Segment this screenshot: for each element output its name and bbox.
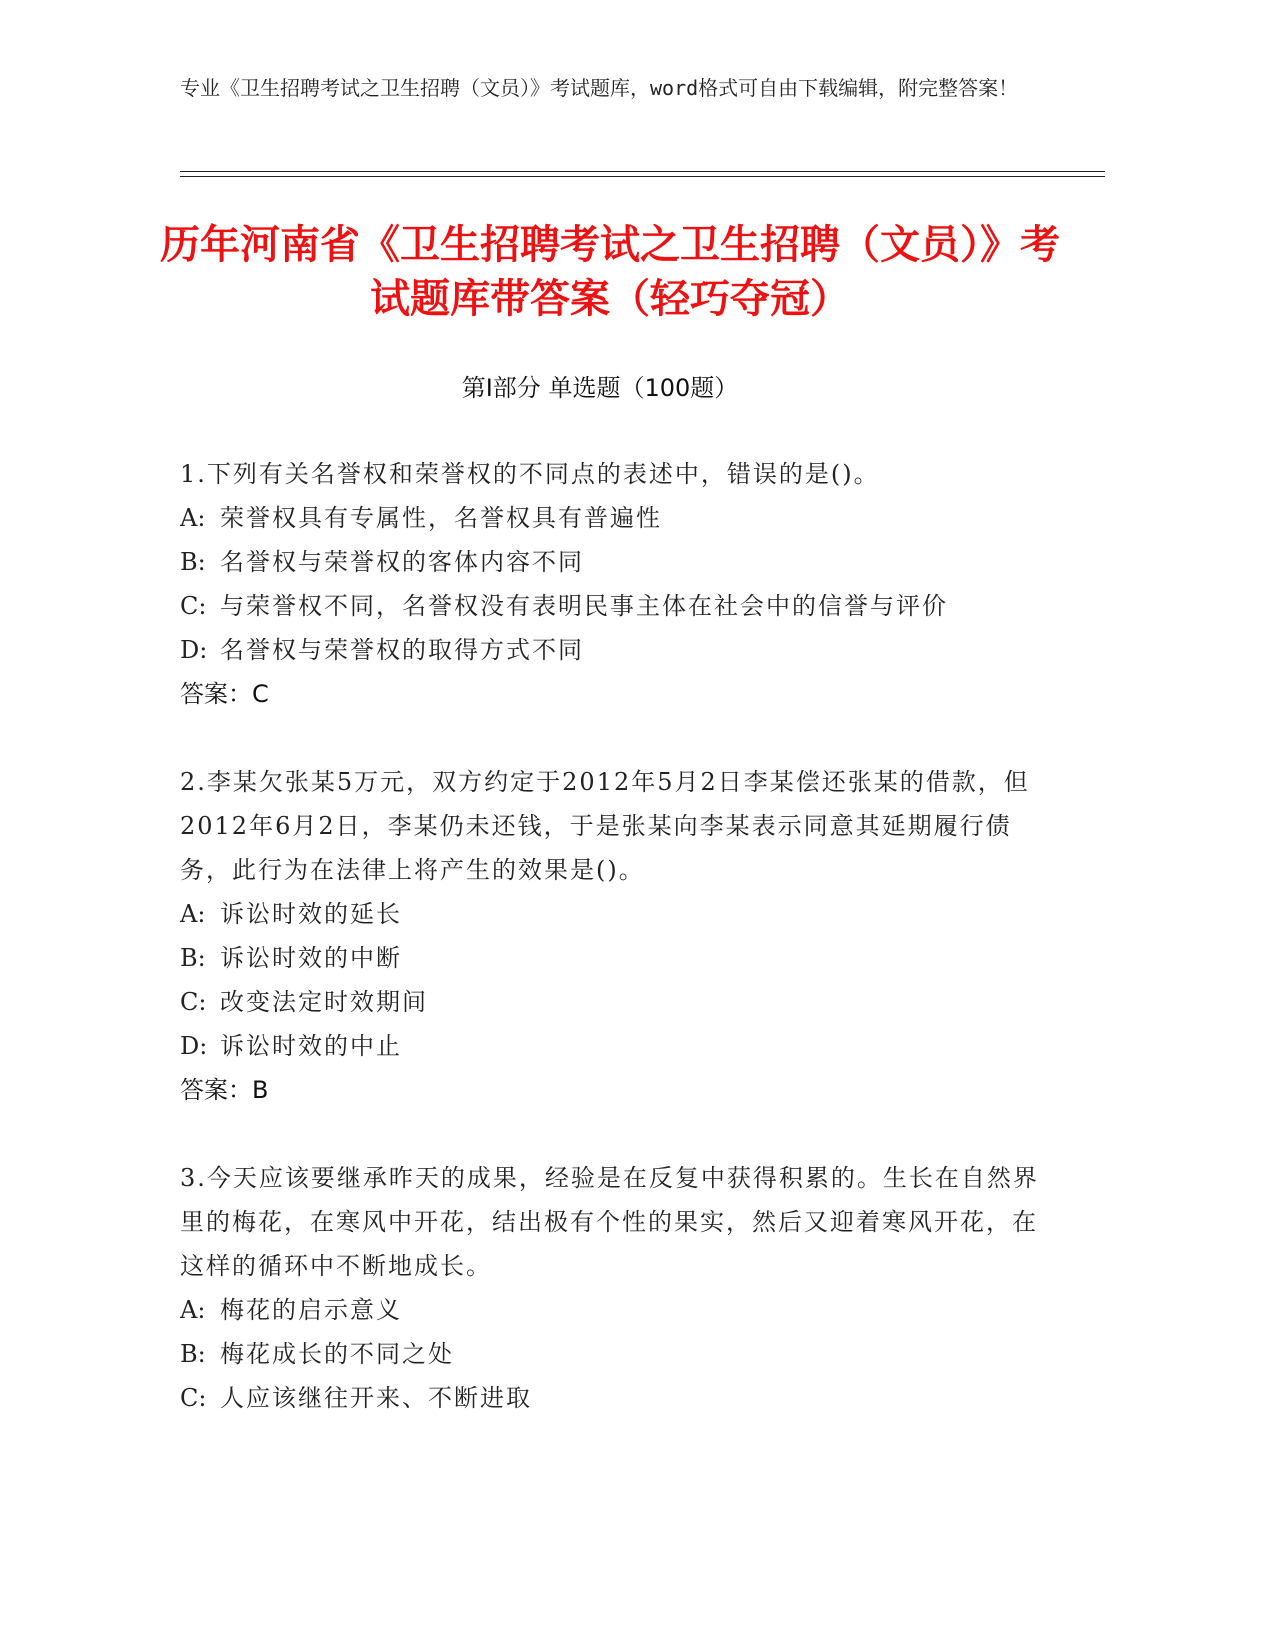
option-c [180,584,1040,628]
section-title: 第Ⅰ部分 单选题（100题） [461,374,739,402]
option-text: 名誉权与荣誉权的取得方式不同 [220,636,584,664]
question-1 [180,452,1040,716]
option-key: A: [180,504,206,532]
option-text: 改变法定时效期间 [220,988,428,1016]
option-text: 荣誉权具有专属性，名誉权具有普遍性 [220,504,662,532]
option-key: C: [180,592,207,620]
option-c [180,1376,1040,1420]
option-c [180,980,1040,1024]
option-text: 诉讼时效的中止 [220,1032,402,1060]
header-note: 专业《卫生招聘考试之卫生招聘（文员）》考试题库，word格式可自由下载编辑，附完整答案！ [180,76,1019,100]
option-text: 名誉权与荣誉权的客体内容不同 [220,548,584,576]
question-list [180,452,1040,1464]
option-a [180,1288,1040,1332]
header-divider-top [180,171,1105,172]
option-key: B: [180,548,206,576]
option-key: A: [180,900,206,928]
option-text: 梅花成长的不同之处 [220,1340,454,1368]
option-key: C: [180,1384,207,1412]
option-text: 与荣誉权不同，名誉权没有表明民事主体在社会中的信誉与评价 [220,592,948,620]
option-d [180,1024,1040,1068]
question-stem: 1.下列有关名誉权和荣誉权的不同点的表述中，错误的是()。 [180,460,880,488]
question-stem: 3.今天应该要继承昨天的成果，经验是在反复中获得积累的。生长在自然界里的梅花，在寒风中开花，结出极有个性的果实，然后又迎着寒风开花，在这样的循环中不断地成长。 [180,1164,1039,1280]
option-b [180,936,1040,980]
option-d [180,628,1040,672]
option-text: 梅花的启示意义 [220,1296,402,1324]
question-3 [180,1156,1040,1420]
answer-line: 答案：C [180,680,269,708]
header-divider-bottom [180,176,1105,177]
option-key: B: [180,944,206,972]
option-text: 诉讼时效的中断 [220,944,402,972]
option-b [180,540,1040,584]
option-key: C: [180,988,207,1016]
option-key: B: [180,1340,206,1368]
option-a [180,496,1040,540]
question-stem: 2.李某欠张某5万元，双方约定于2012年5月2日李某偿还张某的借款，但2012年6月2日，李某仍未还钱，于是张某向李某表示同意其延期履行债务，此行为在法律上将产生的效果是()。 [180,768,1030,884]
option-key: D: [180,636,208,664]
option-a [180,892,1040,936]
answer-line: 答案：B [180,1076,269,1104]
option-text: 诉讼时效的延长 [220,900,402,928]
option-b [180,1332,1040,1376]
page-title: 历年河南省《卫生招聘考试之卫生招聘（文员）》考试题库带答案（轻巧夺冠） [160,222,1060,322]
option-text: 人应该继往开来、不断进取 [220,1384,532,1412]
option-key: A: [180,1296,206,1324]
option-key: D: [180,1032,208,1060]
question-2 [180,760,1040,1112]
